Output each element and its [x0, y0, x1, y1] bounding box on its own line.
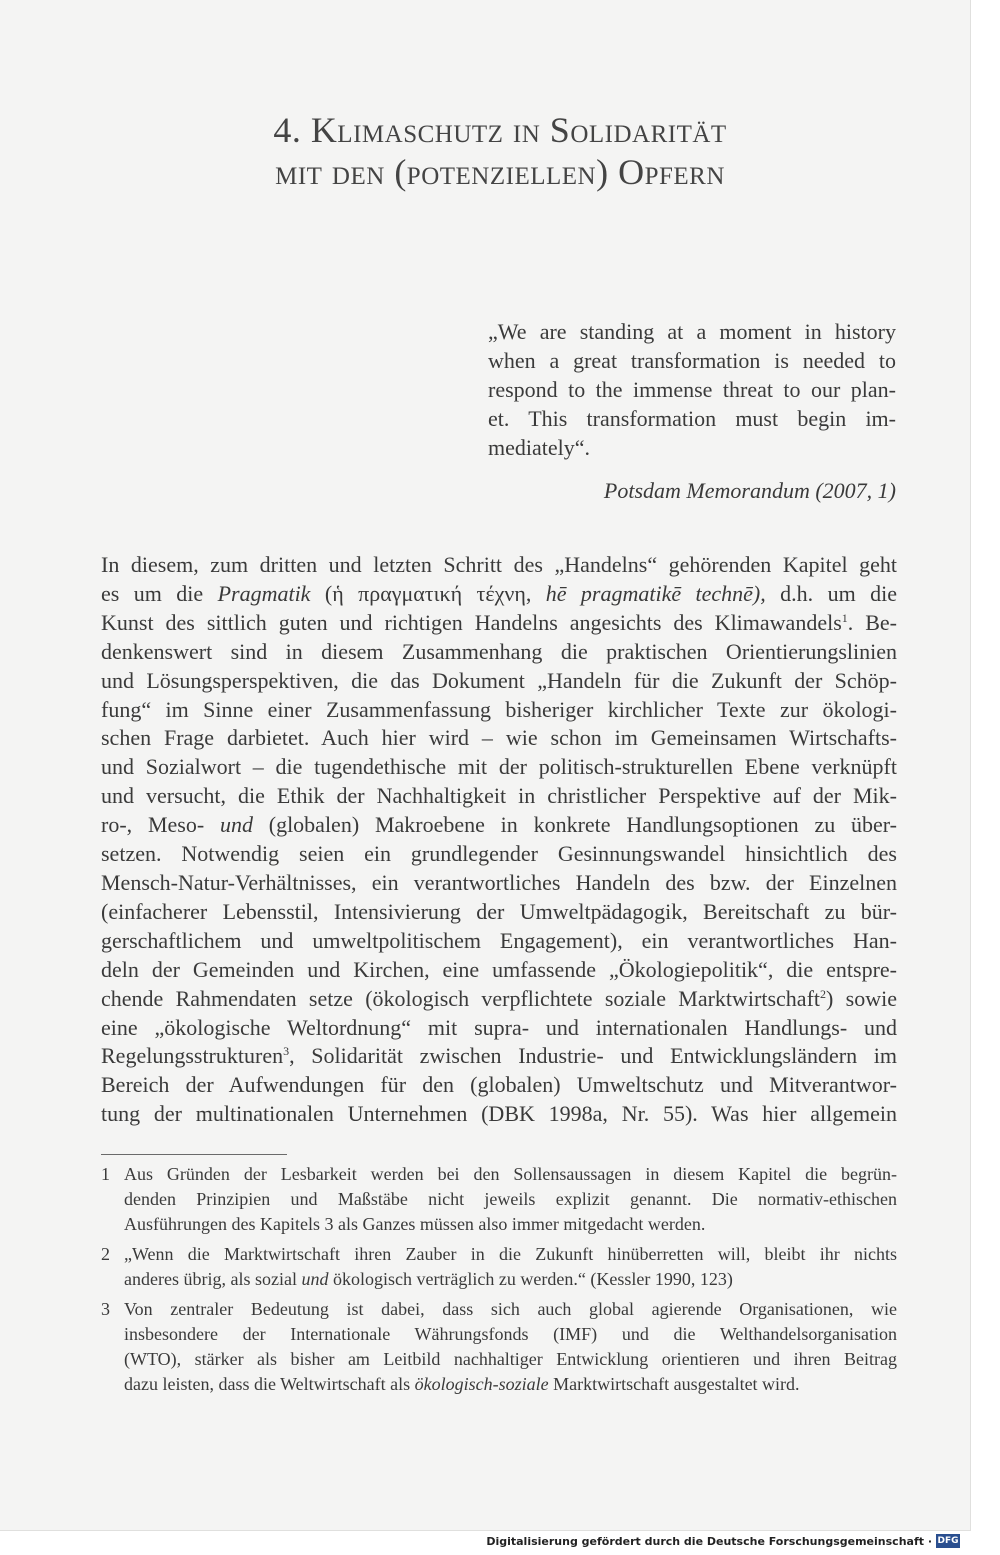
digitization-stamp: [486, 1534, 960, 1548]
footnote-number: 1: [101, 1164, 110, 1184]
footnote-rule: [101, 1154, 287, 1155]
text-run: ökologisch verträglich zu werden.“ (Kessler 1990, 123): [328, 1269, 733, 1289]
footnote-2: [101, 1242, 897, 1292]
footnote-ref[interactable]: 3: [283, 1044, 290, 1059]
body-line: [101, 811, 897, 840]
footnote-line: Von zentraler Bedeutung ist dabei, dass sich auch global agierende Organisationen, wie: [124, 1299, 897, 1319]
footnote-line: (WTO), stärker als bisher am Leitbild nachhaltiger Entwicklung orientieren und ihren Beitrag: [124, 1349, 897, 1369]
italic-term: und: [301, 1269, 329, 1289]
italic-transliteration: hē pragmatikē technē),: [545, 580, 766, 606]
footnote-line: „Wenn die Marktwirtschaft ihren Zauber in die Zukunft hinüberretten will, bleibt ihr nichts: [124, 1244, 897, 1264]
epigraph-line: when a great transformation is needed to: [488, 348, 896, 373]
text-run: (globalen) Makroebene in konkrete Handlungsoptionen zu über-: [252, 812, 897, 838]
body-line: [101, 609, 897, 638]
body-text: [101, 551, 897, 1129]
text-run: . Be-: [847, 609, 898, 635]
text-run: dazu leisten, dass die Weltwirtschaft als: [124, 1374, 415, 1394]
footnotes: [101, 1162, 897, 1402]
greek-term: (ἡ πραγματική τέχνη,: [310, 580, 546, 606]
footnote-line: Aus Gründen der Lesbarkeit werden bei den Sollensaussagen in diesem Kapitel die begrün-: [124, 1164, 897, 1184]
body-line: [101, 985, 897, 1014]
text-run: Regelungsstrukturen: [101, 1043, 284, 1069]
text-run: anderes übrig, als sozial: [124, 1269, 302, 1289]
footnote-number: 3: [101, 1299, 110, 1319]
epigraph-line: respond to the immense threat to our plan-: [488, 377, 896, 402]
body-line: gerschaftlichem und umweltpolitischem Engagement), ein verantwortliches Han-: [101, 927, 897, 953]
footnote-line: [124, 1267, 897, 1292]
body-line: fung“ im Sinne einer Zusammenfassung bisheriger kirchlicher Texte zur ökologi-: [101, 696, 897, 722]
body-line: eine „ökologische Weltordnung“ mit supra- und internationalen Handlungs- und: [101, 1014, 897, 1040]
footnote-1: [101, 1162, 897, 1237]
epigraph-line: mediately“.: [488, 435, 591, 460]
body-line: [101, 1042, 897, 1071]
italic-term: und: [219, 812, 253, 838]
footnote-3: [101, 1297, 897, 1397]
text-run: d.h. um die: [765, 580, 897, 606]
body-line: setzen. Notwendig seien ein grundlegender Gesinnungswandel hinsichtlich des: [101, 841, 897, 867]
text-run: Kunst des sittlich guten und richtigen Handelns angesichts des Klimawandels: [101, 609, 842, 635]
body-line: [101, 580, 897, 609]
text-run: Marktwirtschaft ausgestaltet wird.: [548, 1374, 800, 1394]
footnote-line: insbesondere der Internationale Währungsfonds (IMF) und die Welthandelsorganisation: [124, 1324, 897, 1344]
epigraph-source: Potsdam Memorandum (2007, 1): [603, 478, 896, 503]
epigraph: [488, 317, 896, 462]
text-run: , Solidarität zwischen Industrie- und Entwicklungsländern im: [289, 1043, 897, 1069]
footnote-ref[interactable]: 1: [841, 610, 848, 625]
body-line: In diesem, zum dritten und letzten Schritt des „Handelns“ gehörenden Kapitel geht: [101, 552, 897, 577]
italic-term: Pragmatik: [217, 580, 311, 606]
footnote-line: [124, 1372, 897, 1397]
dfg-logo-icon: DFG: [937, 1536, 959, 1546]
body-line: schen Frage darbietet. Auch hier wird – wie schon im Gemeinsamen Wirtschafts-: [101, 725, 897, 751]
footnote-line: denden Prinzipien und Maßstäbe nicht jeweils explizit genannt. Die normativ-ethischen: [124, 1189, 897, 1209]
body-line: Mensch-Natur-Verhältnisses, ein verantwortliches Handeln des bzw. der Einzelnen: [101, 869, 897, 895]
epigraph-line: „We are standing at a moment in history: [488, 319, 896, 344]
body-line: und versucht, die Ethik der Nachhaltigkeit in christlicher Perspektive auf der Mik-: [101, 783, 897, 809]
text-run: ro-, Meso-: [101, 812, 220, 838]
body-line: und Sozialwort – die tugendethische mit der politisch-strukturellen Ebene verknüpft: [101, 754, 897, 780]
footnote-line: Ausführungen des Kapitels 3 als Ganzes müssen also immer mitgedacht werden.: [124, 1214, 706, 1234]
chapter-heading-line-1: 4. Klimaschutz in Solidarität: [273, 110, 727, 150]
text-run: es um die: [101, 580, 218, 606]
body-line: Bereich der Aufwendungen für den (globalen) Umweltschutz und Mitverantwor-: [101, 1072, 897, 1098]
epigraph-line: et. This transformation must begin im-: [488, 406, 896, 431]
italic-term: ökologisch-soziale: [414, 1374, 549, 1394]
text-run: ) sowie: [826, 985, 897, 1011]
body-line: tung der multinationalen Unternehmen (DBK 1998a, Nr. 55). Was hier allgemein: [101, 1101, 897, 1127]
text-run: chende Rahmendaten setze (ökologisch verpflichtete soziale Marktwirtschaft: [101, 985, 821, 1011]
footnote-ref[interactable]: 2: [820, 986, 827, 1001]
footnote-number: 2: [101, 1244, 110, 1264]
body-line: deln der Gemeinden und Kirchen, eine umfassende „Ökologiepolitik“, die entspre-: [101, 956, 897, 982]
body-line: denkenswert sind in diesem Zusammenhang die praktischen Orientierungslinien: [101, 638, 897, 664]
stamp-text: Digitalisierung gefördert durch die Deutsche Forschungsgemeinschaft ·: [486, 1534, 932, 1548]
chapter-heading-line-2: mit den (potenziellen) Opfern: [275, 152, 725, 192]
body-line: und Lösungsperspektiven, die das Dokument „Handeln für die Zukunft der Schöp-: [101, 667, 897, 693]
body-line: (einfacherer Lebensstil, Intensivierung der Umweltpädagogik, Bereitschaft zu bür-: [101, 898, 897, 924]
